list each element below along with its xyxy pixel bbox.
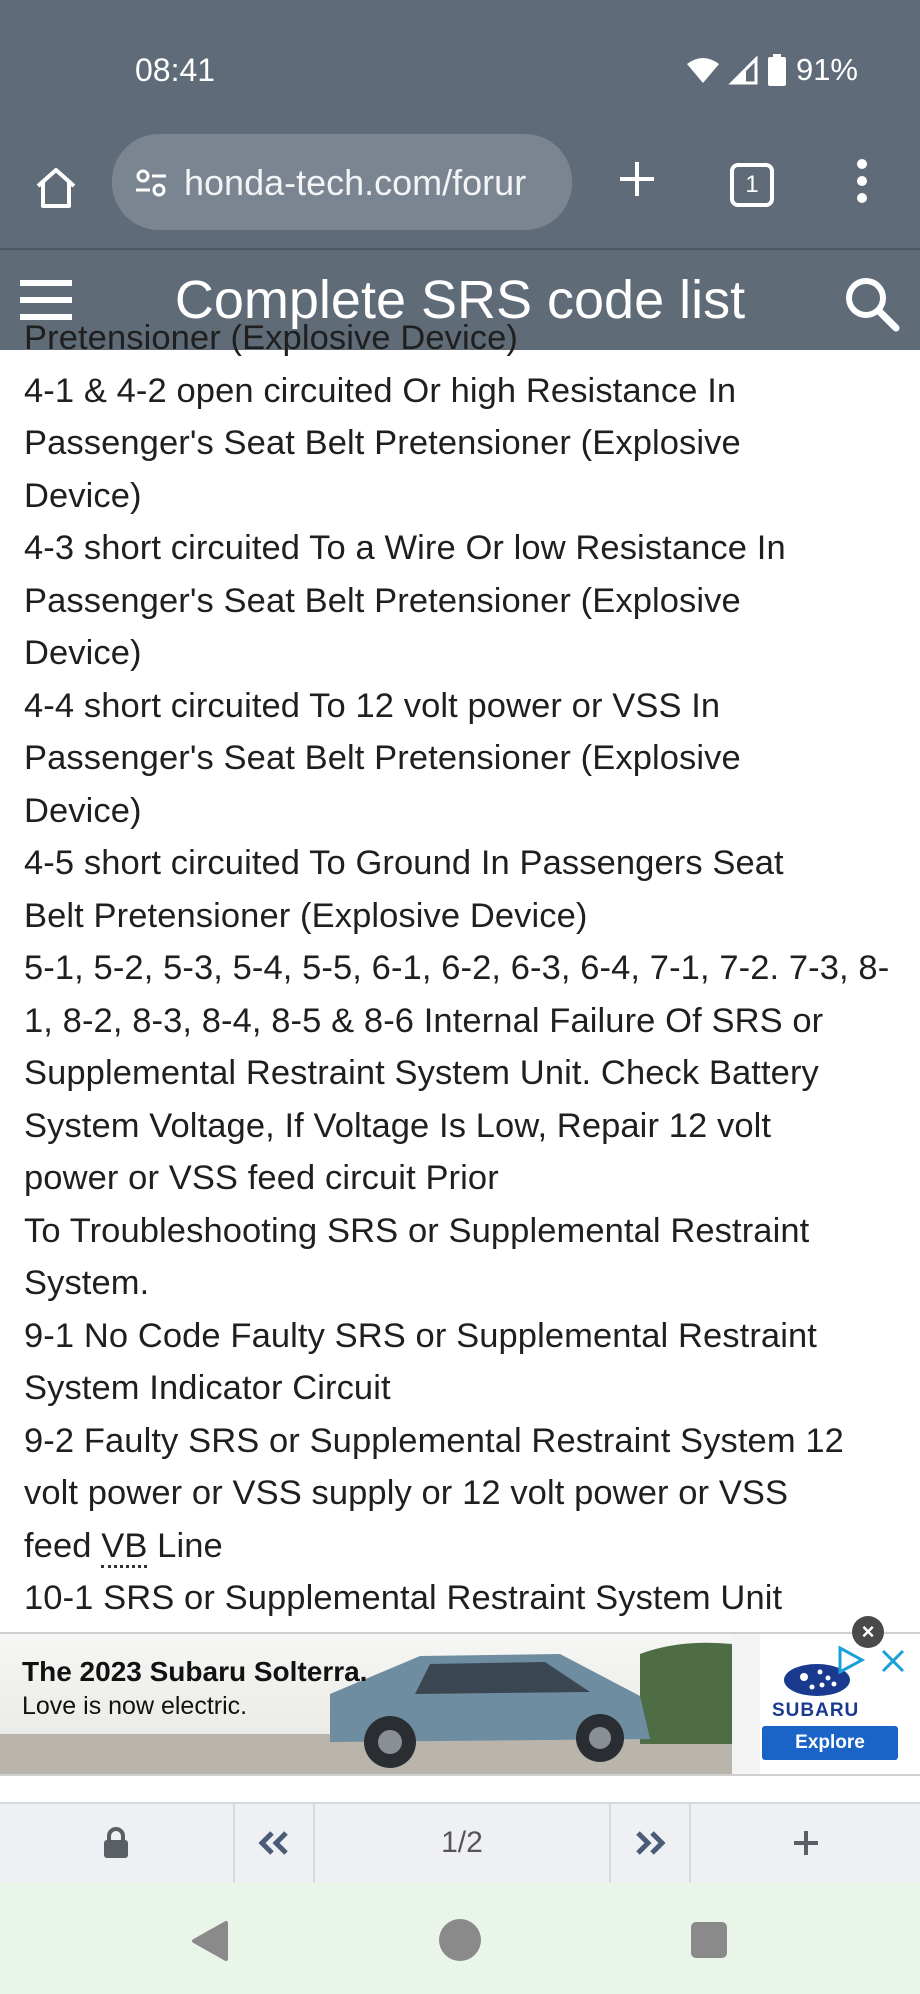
text-line: Passenger's Seat Belt Pretensioner (Explosive xyxy=(24,424,741,462)
text-line: 10-1 SRS or Supplemental Restraint System Unit xyxy=(24,1579,783,1617)
text-line: Device) xyxy=(24,476,142,515)
text-line: volt power or VSS supply or 12 volt power or VSS xyxy=(24,1474,789,1512)
text-line: 9-1 No Code Faulty SRS or Supplemental Restraint xyxy=(24,1316,817,1355)
url-bar-pill[interactable] xyxy=(112,136,572,230)
text-line: Passenger's Seat Belt Pretensioner (Explosive xyxy=(24,739,741,777)
text-line: Pretensioner (Explosive Device) xyxy=(24,319,518,357)
double-chevron-right-icon xyxy=(632,1829,668,1857)
text-line: power or VSS feed circuit Prior xyxy=(24,1159,499,1197)
text-line: 1, 8-2, 8-3, 8-4, 8-5 & 8-6 Internal Failure Of SRS or xyxy=(24,1001,824,1040)
text-line: To Troubleshooting SRS or Supplemental Restraint xyxy=(24,1211,810,1250)
ad-explore-button[interactable]: Explore xyxy=(762,1726,898,1760)
text-line: 4-1 & 4-2 open circuited Or high Resistance In xyxy=(24,371,737,410)
lock-button[interactable] xyxy=(0,1804,235,1882)
battery-percent: 91% xyxy=(795,52,858,87)
more-vert-icon[interactable] xyxy=(852,156,872,206)
page-indicator[interactable] xyxy=(315,1804,612,1882)
text-line: Supplemental Restraint System Unit. Check Battery xyxy=(24,1054,819,1092)
wifi-icon xyxy=(686,56,720,84)
text-line: 4-4 short circuited To 12 volt power or VSS In xyxy=(24,686,721,725)
url-text: honda-tech.com/forur xyxy=(184,162,527,203)
page-number: 1/2 xyxy=(441,1826,483,1859)
text-line: 9-2 Faulty SRS or Supplemental Restraint System 12 xyxy=(24,1421,844,1460)
site-settings-icon[interactable] xyxy=(134,166,168,200)
thread-pagination-bar xyxy=(0,1802,920,1882)
ad-close-icon[interactable] xyxy=(880,1648,906,1674)
status-icons xyxy=(686,52,858,88)
text-line: 5-1, 5-2, 5-3, 5-4, 5-5, 6-1, 6-2, 6-3, 6-4, 7-1, 7-2. 7-3, 8- xyxy=(24,949,890,987)
signal-icon xyxy=(730,56,758,84)
ad-banner[interactable] xyxy=(0,1632,920,1776)
text-line: Belt Pretensioner (Explosive Device) xyxy=(24,896,588,935)
recents-icon[interactable] xyxy=(690,1921,728,1959)
system-navigation-bar xyxy=(0,1882,920,1994)
text-line: Device) xyxy=(24,791,142,830)
text-line: 4-5 short circuited To Ground In Passengers Seat xyxy=(24,844,784,882)
text-line: System Indicator Circuit xyxy=(24,1369,391,1407)
back-icon[interactable] xyxy=(190,1920,230,1962)
text-line: System. xyxy=(24,1264,150,1302)
tab-switcher-icon[interactable] xyxy=(730,163,774,207)
text-line: Device) xyxy=(24,634,142,672)
ad-dismiss-icon[interactable]: × xyxy=(852,1616,884,1648)
prev-page-button[interactable] xyxy=(235,1804,315,1882)
battery-icon xyxy=(768,54,786,86)
add-button[interactable] xyxy=(691,1804,920,1882)
post-text xyxy=(24,312,904,1625)
page-title: Complete SRS code list xyxy=(174,270,746,330)
tab-count: 1 xyxy=(745,171,759,198)
home-nav-icon[interactable] xyxy=(438,1918,482,1962)
ad-brand-name: SUBARU xyxy=(772,1700,860,1721)
text-line: Passenger's Seat Belt Pretensioner (Explosive xyxy=(24,581,741,620)
vb-suffix: Line xyxy=(147,1526,223,1565)
plus-icon xyxy=(791,1828,821,1858)
text-line xyxy=(24,1520,904,1573)
new-tab-plus-icon[interactable] xyxy=(612,154,662,204)
status-bar xyxy=(0,0,920,134)
vb-prefix: feed xyxy=(24,1526,102,1565)
lock-icon xyxy=(102,1827,130,1859)
vb-link[interactable]: VB xyxy=(101,1527,147,1568)
home-icon[interactable] xyxy=(28,160,84,216)
ad-subtitle[interactable]: Love is now electric. xyxy=(22,1692,248,1720)
post-content xyxy=(0,319,920,1632)
ad-title[interactable]: The 2023 Subaru Solterra. xyxy=(22,1656,368,1687)
double-chevron-left-icon xyxy=(256,1829,292,1857)
text-line: System Voltage, If Voltage Is Low, Repair 12 volt xyxy=(24,1106,772,1145)
next-page-button[interactable] xyxy=(611,1804,691,1882)
text-line: 4-3 short circuited To a Wire Or low Resistance In xyxy=(24,529,786,567)
adchoices-icon[interactable] xyxy=(834,1644,866,1676)
clock: 08:41 xyxy=(135,52,216,88)
